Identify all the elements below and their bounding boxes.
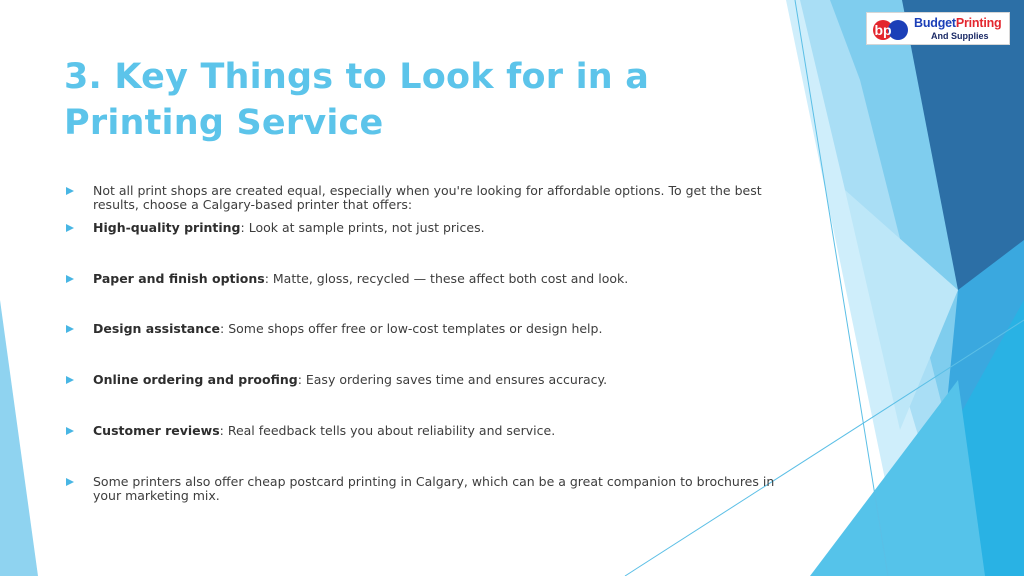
- company-logo: [866, 12, 1010, 45]
- arrow-bullet-icon: [66, 325, 74, 333]
- logo-mark-text: bp: [874, 22, 892, 38]
- bullet-text: Design assistance: Some shops offer free or low-cost templates or design help.: [93, 321, 603, 336]
- logo-name-part1: Budget: [914, 16, 956, 30]
- bp-logo-icon: [871, 15, 911, 43]
- arrow-bullet-icon: [66, 376, 74, 384]
- bullet-text: High-quality printing: Look at sample prints, not just prices.: [93, 220, 485, 235]
- logo-name-part2: Printing: [955, 16, 1002, 30]
- arrow-bullet-icon: [66, 275, 74, 283]
- bullet-text: Customer reviews: Real feedback tells you about reliability and service.: [93, 423, 556, 438]
- logo-name: [914, 16, 1001, 30]
- arrow-bullet-icon: [66, 224, 74, 232]
- bullet-text: Online ordering and proofing: Easy ordering saves time and ensures accuracy.: [93, 372, 608, 387]
- arrow-bullet-icon: [66, 427, 74, 435]
- left-edge-shape: [0, 300, 38, 576]
- bullet-text: Paper and finish options: Matte, gloss, recycled — these affect both cost and look.: [93, 271, 629, 286]
- slide-title: 3. Key Things to Look for in a Printing Service: [64, 57, 650, 143]
- arrow-bullet-icon: [66, 478, 74, 486]
- bullet-text: Some printers also offer cheap postcard printing in Calgary, which can be a great companion to brochures in your marketing mix.: [93, 474, 775, 503]
- bullet-text: Not all print shops are created equal, especially when you're looking for affordable options. To get the best results, choose a Calgary-based printer that offers:: [93, 183, 762, 212]
- logo-tagline: And Supplies: [931, 31, 989, 41]
- arrow-bullet-icon: [66, 187, 74, 195]
